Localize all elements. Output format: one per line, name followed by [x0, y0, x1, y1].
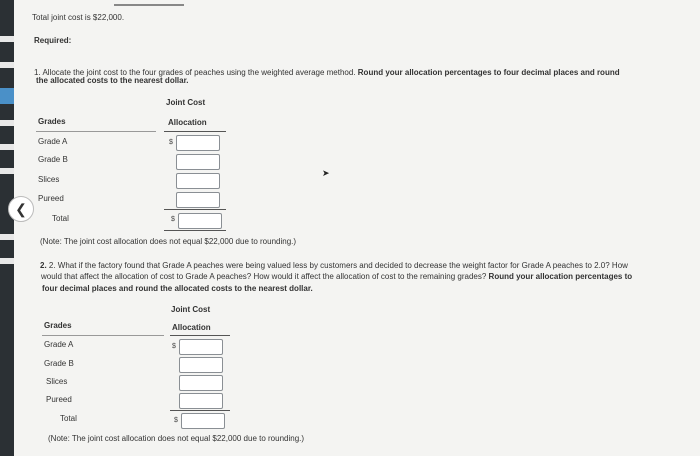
q2-col-header-allocation: Allocation: [172, 323, 211, 332]
q1-input-grade-b[interactable]: [176, 154, 220, 170]
sidebar-tick: [0, 120, 14, 126]
q2-total-label: Total: [60, 414, 77, 423]
q1-total-currency-symbol: $: [171, 216, 175, 223]
q2-input-total[interactable]: [181, 413, 225, 429]
q2-row-label-grade-a: Grade A: [44, 340, 74, 349]
q2-col-header-joint-cost: Joint Cost: [171, 305, 211, 314]
sidebar-tick: [0, 234, 14, 240]
sidebar-highlight: [0, 88, 14, 104]
q1-total-label: Total: [52, 214, 69, 223]
sidebar-tick: [0, 62, 14, 68]
q1-col-header-allocation: Allocation: [168, 118, 207, 127]
q1-note: (Note: The joint cost allocation does not equal $22,000 due to rounding.): [40, 237, 297, 246]
q1-row-label-pureed: Pureed: [38, 194, 64, 203]
q1-input-pureed[interactable]: [176, 192, 220, 208]
q1-instructions-line1: 1. Allocate the joint cost to the four grades of peaches using the weighted average method. Round your allocation percentages to four decimal places and round: [34, 68, 620, 77]
required-heading: Required:: [34, 36, 72, 45]
q2-row-label-grade-b: Grade B: [44, 359, 74, 368]
q1-header-rule: [36, 131, 156, 132]
q2-row-label-pureed: Pureed: [46, 395, 72, 404]
q2-grades-header: Grades: [44, 321, 72, 330]
sidebar-tick: [0, 258, 14, 264]
q1-currency-symbol: $: [169, 139, 173, 146]
q2-header-rule: [42, 335, 164, 336]
total-joint-cost-text: Total joint cost is $22,000.: [32, 13, 125, 22]
q1-row-label-grade-a: Grade A: [38, 137, 68, 146]
q2-instructions-line3: four decimal places and round the allocated costs to the nearest dollar.: [42, 284, 313, 293]
mouse-cursor-icon: ➤: [322, 168, 330, 178]
q1-total-double-rule: [164, 230, 226, 231]
q1-input-slices[interactable]: [176, 173, 220, 189]
q2-header-rule-right: [170, 335, 230, 336]
q2-input-pureed[interactable]: [179, 393, 223, 409]
q1-row-label-grade-b: Grade B: [38, 155, 68, 164]
q2-total-currency-symbol: $: [174, 417, 178, 424]
q2-instructions-line2: would that affect the allocation of cost to Grade A peaches? How would it affect the allocation of cost to the remaining grades? Round your allocation percentages to: [41, 272, 633, 281]
q2-row-label-slices: Slices: [46, 377, 68, 386]
q2-instructions-line1: 2. 2. What if the factory found that Grade A peaches were being valued less by customers and decided to decrease the weight factor for Grade A peaches to 2.0? How: [40, 261, 628, 270]
q1-input-total[interactable]: [178, 213, 222, 229]
q1-input-grade-a[interactable]: [176, 135, 220, 151]
q2-input-slices[interactable]: [179, 375, 223, 391]
q2-note: (Note: The joint cost allocation does not equal $22,000 due to rounding.): [48, 434, 305, 443]
q1-total-rule: [164, 209, 226, 210]
q1-row-label-slices: Slices: [38, 175, 60, 184]
sidebar-tick: [0, 144, 14, 150]
q1-grades-header: Grades: [38, 117, 66, 126]
sidebar-tick: [0, 36, 14, 42]
q2-input-grade-a[interactable]: [179, 339, 223, 355]
q2-currency-symbol: $: [172, 343, 176, 350]
sidebar-tick: [0, 168, 14, 174]
top-divider: [114, 4, 184, 6]
chevron-left-icon[interactable]: ❮: [8, 196, 34, 222]
q2-total-rule: [170, 410, 230, 411]
q1-col-header-joint-cost: Joint Cost: [166, 98, 206, 107]
q2-input-grade-b[interactable]: [179, 357, 223, 373]
q1-instructions-line2: the allocated costs to the nearest dollar.: [36, 76, 189, 85]
left-sidebar: [0, 0, 14, 456]
question-page: [14, 0, 700, 456]
q1-header-rule-right: [164, 131, 226, 132]
